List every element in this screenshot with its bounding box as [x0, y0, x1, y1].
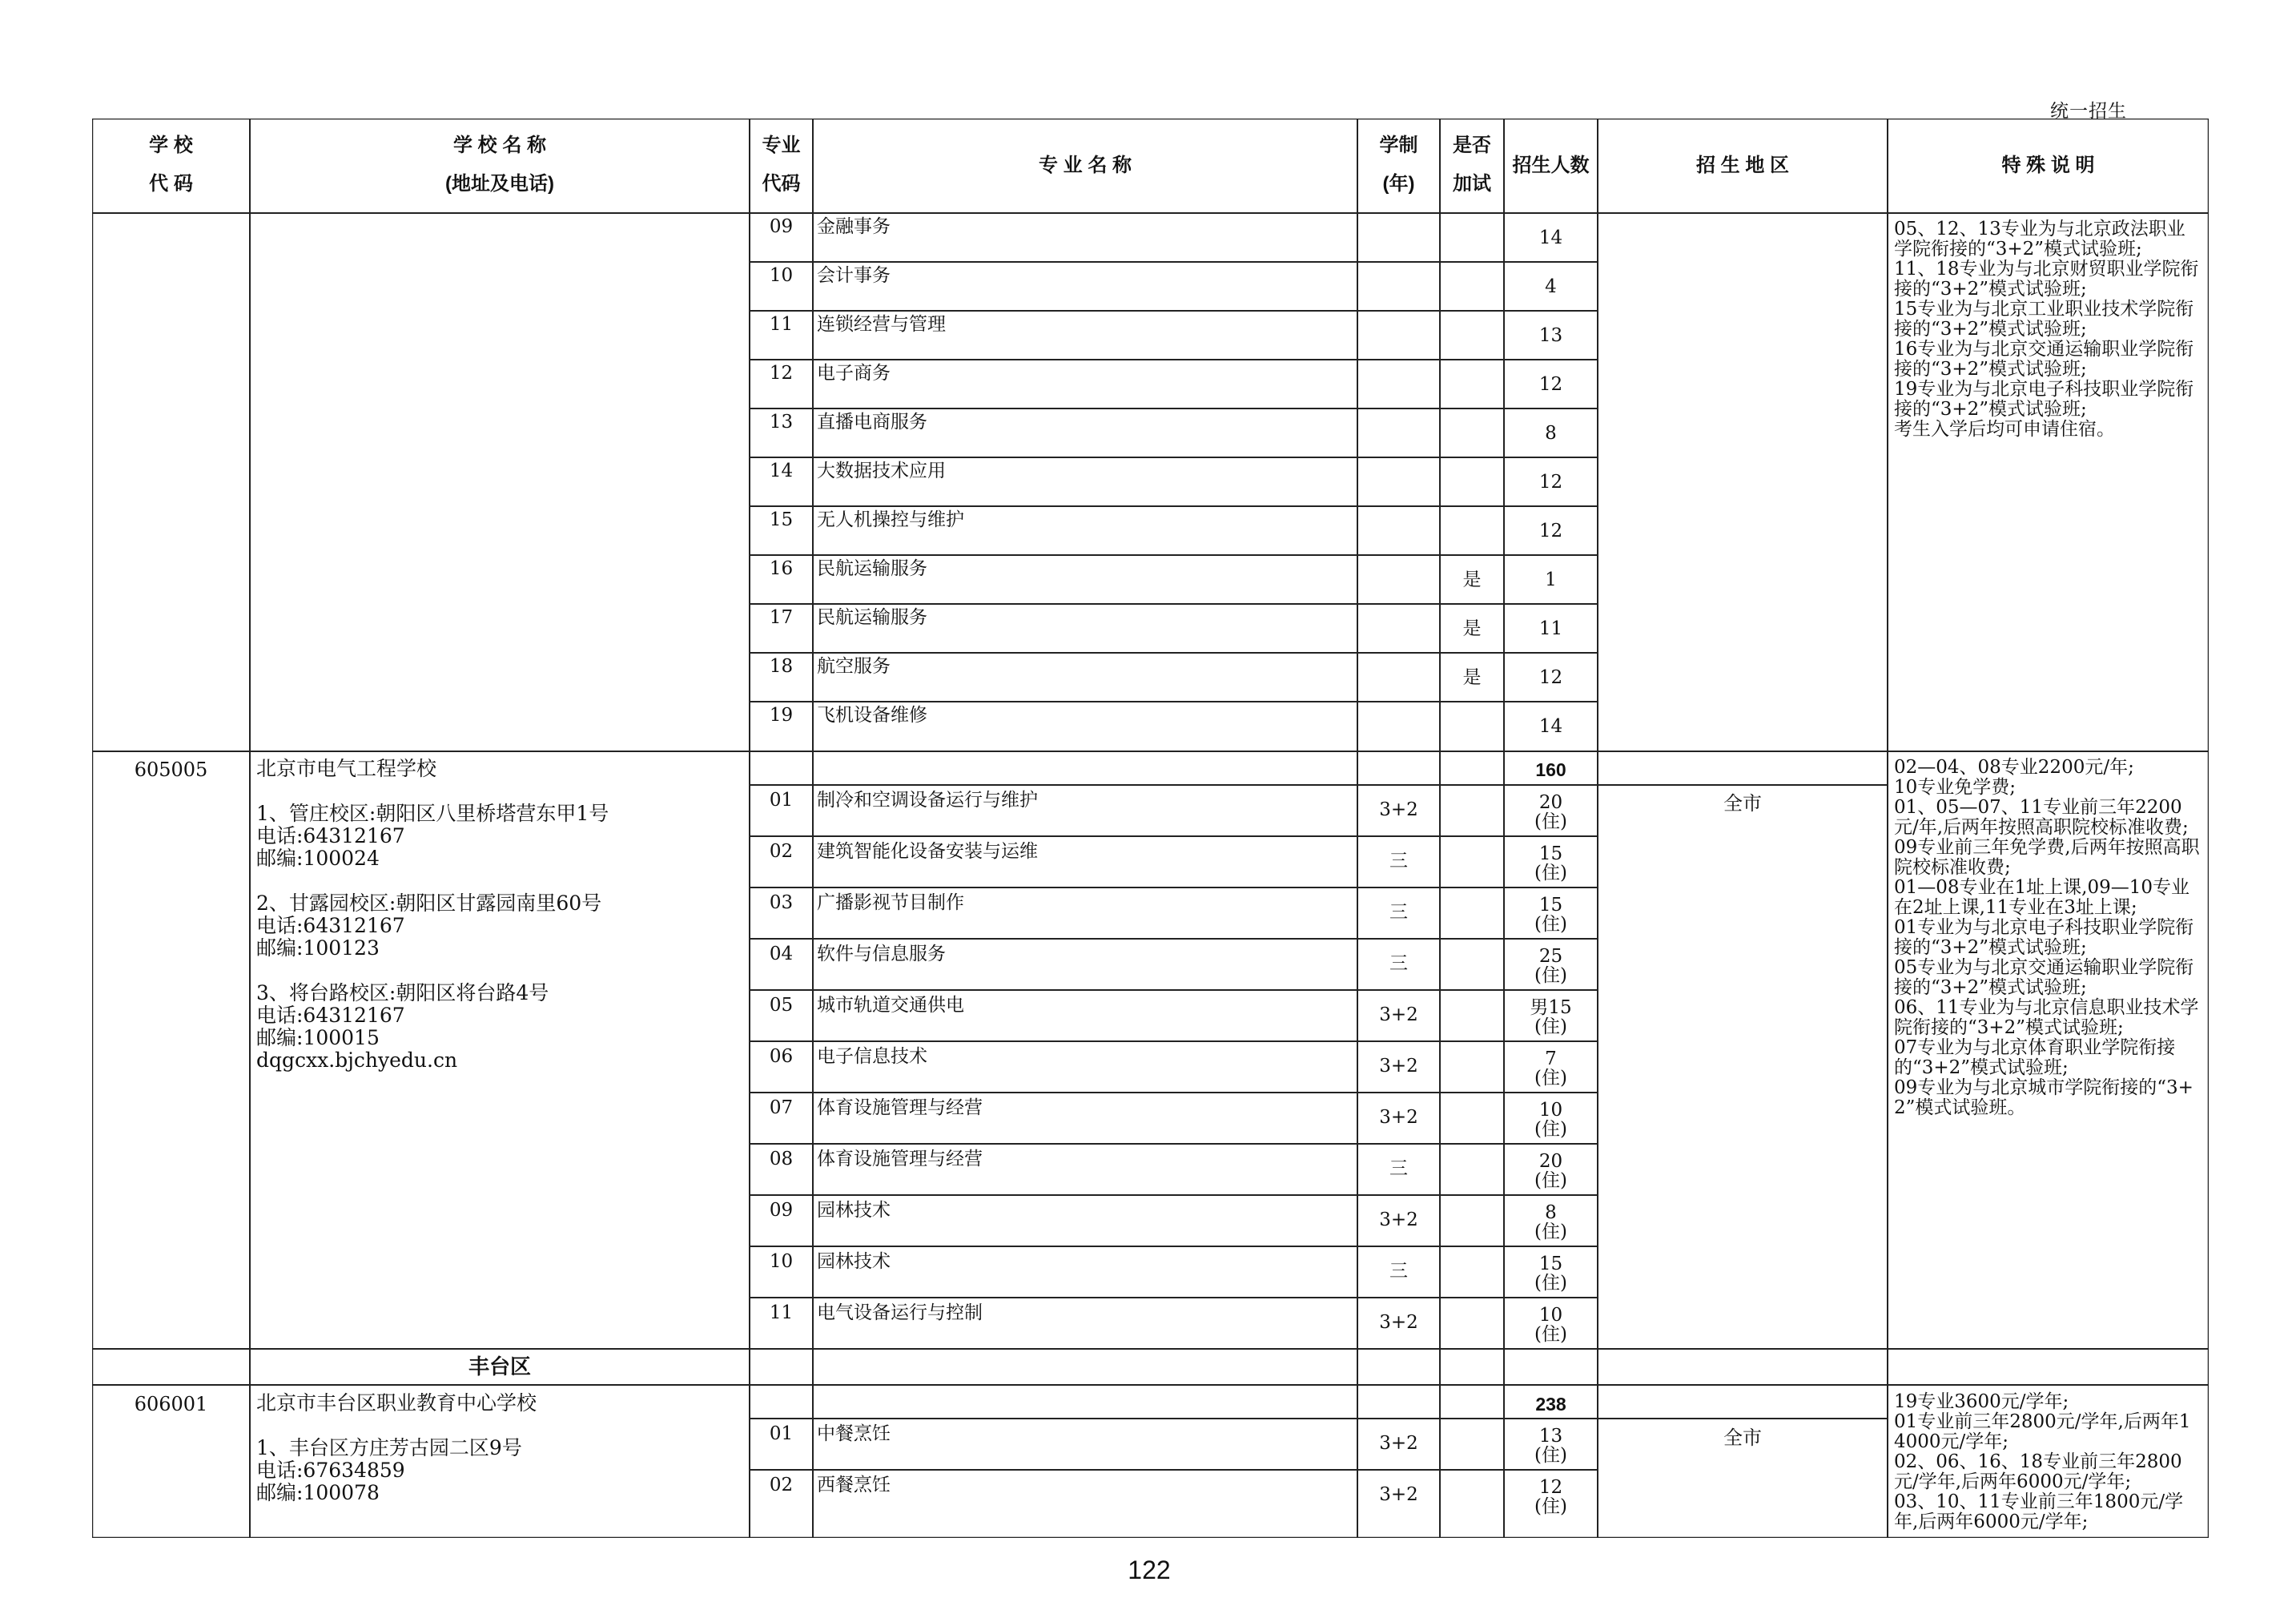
major-code: 09 — [769, 1200, 794, 1221]
major-code: 11 — [769, 1302, 794, 1323]
page-number: 122 — [1128, 1556, 1171, 1584]
major-name: 体育设施管理与经营 — [817, 1149, 983, 1169]
enroll-count: 11 — [1538, 618, 1563, 639]
header-major-code: 专业 代码 — [762, 135, 801, 195]
enroll-count: 15 (住) — [1534, 1254, 1567, 1294]
major-name: 软件与信息服务 — [817, 944, 946, 964]
enroll-region: 全市 — [1723, 1427, 1762, 1449]
major-name: 连锁经营与管理 — [817, 314, 946, 335]
duration: 3+2 — [1379, 1484, 1418, 1505]
duration: 三 — [1389, 851, 1408, 871]
enroll-total: 238 — [1535, 1394, 1566, 1415]
enroll-count: 14 — [1538, 227, 1563, 248]
major-code: 16 — [769, 558, 794, 579]
special-notes: 19专业3600元/学年; 01专业前三年2800元/学年,后两年14000元/学年; 02、06、16、18专业前三年2800元/学年,后两年6000元/学年; 03、10、11专业前三年1800元/学年,后两年6000元/学年; — [1894, 1391, 2191, 1532]
header-duration: 学制 (年) — [1379, 135, 1418, 195]
major-name: 会计事务 — [817, 265, 891, 286]
major-name: 建筑智能化设备安装与运维 — [817, 841, 1038, 862]
school-code: 605005 — [134, 759, 208, 781]
major-code: 09 — [769, 216, 794, 237]
major-code: 01 — [769, 1423, 794, 1444]
major-name: 园林技术 — [817, 1200, 891, 1221]
enroll-count: 15 (住) — [1534, 895, 1567, 935]
school-code: 606001 — [134, 1393, 208, 1415]
duration: 三 — [1389, 902, 1408, 923]
enroll-count: 4 — [1545, 276, 1557, 297]
major-code: 02 — [769, 841, 794, 862]
enroll-count: 男15 (住) — [1530, 997, 1572, 1037]
enroll-total: 160 — [1535, 759, 1566, 780]
enroll-count: 20 (住) — [1534, 1151, 1567, 1191]
enroll-count: 12 — [1538, 472, 1563, 493]
major-code: 18 — [769, 656, 794, 677]
duration: 三 — [1389, 953, 1408, 974]
major-name: 制冷和空调设备运行与维护 — [817, 790, 1038, 811]
header-enroll: 招生人数 — [1512, 155, 1590, 176]
header-school-name: 学 校 名 称 (地址及电话) — [445, 135, 554, 195]
major-code: 10 — [769, 265, 794, 286]
enroll-count: 7 (住) — [1534, 1048, 1567, 1089]
major-name: 民航运输服务 — [817, 558, 927, 579]
extra-test: 是 — [1462, 667, 1482, 688]
duration: 三 — [1389, 1158, 1408, 1179]
header-school-code: 学 校 代 码 — [149, 135, 193, 195]
enroll-count: 12 — [1538, 667, 1563, 688]
duration: 3+2 — [1379, 1107, 1418, 1128]
enroll-count: 13 — [1538, 325, 1563, 346]
duration: 3+2 — [1379, 1056, 1418, 1077]
duration: 3+2 — [1379, 799, 1418, 820]
enroll-count: 20 (住) — [1534, 792, 1567, 832]
major-code: 08 — [769, 1149, 794, 1169]
enroll-region: 全市 — [1723, 792, 1762, 815]
major-code: 07 — [769, 1097, 794, 1118]
enroll-count: 12 (住) — [1534, 1477, 1567, 1517]
duration: 3+2 — [1379, 1209, 1418, 1230]
major-code: 11 — [769, 314, 794, 335]
enroll-count: 12 — [1538, 521, 1563, 541]
major-name: 直播电商服务 — [817, 412, 927, 433]
header-region: 招 生 地 区 — [1695, 155, 1789, 176]
enroll-count: 15 (住) — [1534, 843, 1567, 883]
major-code: 03 — [769, 892, 794, 913]
major-name: 航空服务 — [817, 656, 891, 677]
special-notes: 02—04、08专业2200元/年; 10专业免学费; 01、05—07、11专业前三年2200元/年,后两年按照高职院校标准收费; 09专业前三年免学费,后两年按照高职院校标准收费; 01—08专业在1址上课,09—10专业在2址上课,11专业在3址上课; 01专业为与北京电子科技职业学院衔接的“3+2”模式试验班; 05专业为与北京交通运输职业学院衔接的“3+2”模式试验班; 06、11专业为与北京信息职业技术学院衔接的“3+2”模式试验班; 07专业为与北京体育职业学院衔接的“3+2”模式试验班; 09专业为与北京城市学院衔接的“3+2”模式试验班。 — [1894, 757, 2200, 1118]
major-code: 15 — [769, 509, 794, 530]
major-code: 02 — [769, 1475, 794, 1495]
duration: 三 — [1389, 1261, 1408, 1282]
major-code: 19 — [769, 705, 794, 726]
enroll-count: 1 — [1545, 570, 1557, 590]
major-name: 体育设施管理与经营 — [817, 1097, 983, 1118]
header-notes: 特 殊 说 明 — [2001, 155, 2095, 176]
district-heading: 丰台区 — [468, 1354, 531, 1378]
enroll-count: 8 — [1545, 423, 1557, 444]
major-name: 大数据技术应用 — [817, 461, 946, 481]
header-extra-test: 是否 加试 — [1453, 135, 1491, 195]
major-code: 17 — [769, 607, 794, 628]
major-code: 13 — [769, 412, 794, 433]
major-name: 无人机操控与维护 — [817, 509, 964, 530]
major-name: 电子商务 — [817, 363, 891, 384]
duration: 3+2 — [1379, 1312, 1418, 1333]
enroll-count: 13 (住) — [1534, 1426, 1567, 1466]
enroll-count: 10 (住) — [1534, 1305, 1567, 1345]
enroll-count: 8 (住) — [1534, 1202, 1567, 1242]
major-name: 西餐烹饪 — [817, 1475, 891, 1495]
major-name: 广播影视节目制作 — [817, 892, 964, 913]
enroll-count: 25 (住) — [1534, 946, 1567, 986]
major-name: 园林技术 — [817, 1251, 891, 1272]
duration: 3+2 — [1379, 1433, 1418, 1454]
enroll-count: 12 — [1538, 374, 1563, 395]
major-code: 01 — [769, 790, 794, 811]
school-info: 北京市丰台区职业教育中心学校 1、丰台区方庄芳古园二区9号 电话:67634859 邮编:100078 — [256, 1391, 537, 1504]
major-code: 05 — [769, 995, 794, 1016]
school-info: 北京市电气工程学校 1、管庄校区:朝阳区八里桥塔营东甲1号 电话:64312167 邮编:100024 2、甘露园校区:朝阳区甘露园南里60号 电话:64312167 邮编:100123 3、将台路校区:朝阳区将台路4号 电话:64312167 邮编:100015 dqgcxx.bjchyedu.cn — [256, 757, 609, 1072]
major-name: 城市轨道交通供电 — [817, 995, 964, 1016]
major-code: 14 — [769, 461, 794, 481]
major-name: 民航运输服务 — [817, 607, 927, 628]
major-name: 电气设备运行与控制 — [817, 1302, 983, 1323]
admissions-table — [92, 119, 2209, 1538]
major-name: 金融事务 — [817, 216, 891, 237]
major-code: 06 — [769, 1046, 794, 1067]
extra-test: 是 — [1462, 570, 1482, 590]
major-code: 04 — [769, 944, 794, 964]
major-name: 电子信息技术 — [817, 1046, 927, 1067]
major-name: 中餐烹饪 — [817, 1423, 891, 1444]
duration: 3+2 — [1379, 1004, 1418, 1025]
special-notes: 05、12、13专业为与北京政法职业学院衔接的“3+2”模式试验班; 11、18专业为与北京财贸职业学院衔接的“3+2”模式试验班; 15专业为与北京工业职业技术学院衔接的“3+2”模式试验班; 16专业为与北京交通运输职业学院衔接的“3+2”模式试验班; 19专业为与北京电子科技职业学院衔接的“3+2”模式试验班; 考生入学后均可申请住宿。 — [1894, 219, 2199, 440]
major-code: 10 — [769, 1251, 794, 1272]
extra-test: 是 — [1462, 618, 1482, 639]
major-code: 12 — [769, 363, 794, 384]
enroll-count: 14 — [1538, 716, 1563, 737]
top-label: 统一招生 — [2050, 101, 2127, 122]
header-major-name: 专 业 名 称 — [1038, 155, 1132, 176]
enroll-count: 10 (住) — [1534, 1100, 1567, 1140]
major-name: 飞机设备维修 — [817, 705, 927, 726]
